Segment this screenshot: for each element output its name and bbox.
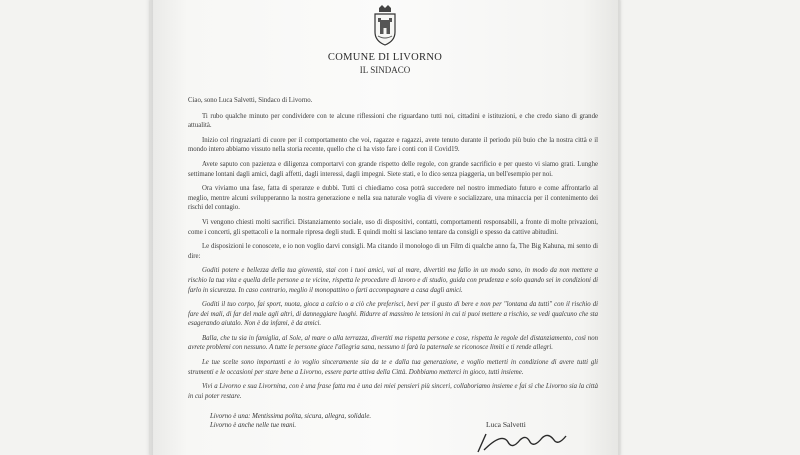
paragraph: Avete saputo con pazienza e diligenza comportarvi con grande rispetto delle regole, con grande sacrificio e per questo vi siamo grati. Lunghe settimane lontani dagli amici, dagli affetti, dagli interessi, dagli impegni. Siete stati, e lo dico senza piaggeria, un bell'esempio per noi. xyxy=(188,160,598,178)
handwritten-signature xyxy=(472,428,572,455)
city-name: COMUNE DI LIVORNO xyxy=(327,52,443,63)
letterhead xyxy=(150,4,620,75)
paragraph: Inizio col ringraziarti di cuore per il comportamento che voi, ragazze e ragazzi, avete tenuto durante il periodo più buio che la nostra città e il mondo intero abbiamo vissuto nella storia recente, quello che ci ha visto fare i conti con il Covid19. xyxy=(188,136,598,154)
closing xyxy=(210,412,440,430)
paragraph: Ora viviamo una fase, fatta di speranze e dubbi. Tutti ci chiediamo cosa potrà succedere nel nostro immediato futuro e come affrontarlo al meglio, mentre alcuni svilupperanno la nostra generazione e nella sua naturale voglia di vivere e socializzare, una minaccia per il contenimento dei rischi del contagio. xyxy=(188,185,598,212)
paragraph: Vi vengono chiesti molti sacrifici. Distanziamento sociale, uso di dispositivi, contatti, comportamenti responsabili, a fronte di molte privazioni, come i concerti, gli spettacoli e la normale ripresa degli studi. E quindi molti si lasciano tentare da consigli e spesso da cattive abitudini. xyxy=(188,218,598,236)
salutation: Ciao, sono Luca Salvetti, Sindaco di Livorno. xyxy=(188,97,313,104)
letter-body xyxy=(188,96,598,406)
paragraph: Balla, che tu sia in famiglia, al Sole, al mare o alla terrazza, divertiti ma rispetta persone e cose, rispetta le regole del distanziamento, così non avrete problemi con nessuno. A tutte le persone giace l'allegria sana, nessuno ti farà la paternale se riconosce limiti e ti rende allegri. xyxy=(188,334,598,352)
paragraph: Le disposizioni le conoscete, e io non voglio darvi consigli. Ma citando il monologo di un Film di qualche anno fa, The Big Kahuna, mi sento di dire: xyxy=(188,243,598,260)
page-edge-shadow xyxy=(618,0,624,455)
paragraph: Ti rubo qualche minuto per condividere con te alcune riflessioni che riguardano tutti noi, cittadini e istituzioni, e che credo siano di grande attualità. xyxy=(188,112,598,130)
paragraph: Vivi a Livorno e sua Livornina, con è una frase fatta ma è una dei miei pensieri più sinceri, collaboriamo insieme e fai sì che Livorno sia la città in cui poter restare. xyxy=(188,383,598,400)
office-title: IL SINDACO xyxy=(359,65,411,75)
closing-line: Livorno è una: Mentissima polita, sicura, allegra, solidale. xyxy=(210,413,372,420)
paragraph: Goditi il tuo corpo, fai sport, nuota, gioca a calcio o a ciò che preferisci, bevi per il gusto di bere e non per "lontana da tutti" con il rischio di fare dei mali, di far del male agli altri, di danneggiare luoghi. Ridurre al massimo le tensioni in cui ti puoi mettere a rischio, se vedi qualcuno che sta esagerando aiutalo. Non è da infami, è da amici. xyxy=(188,301,598,328)
page-edge-shadow xyxy=(145,0,153,455)
signer-name: Luca Salvetti xyxy=(486,420,526,429)
closing-line: Livorno è anche nelle tue mani. xyxy=(210,422,297,429)
paragraph: Le tue scelte sono importanti e io voglio sinceramente sia da te e dalla tua generazione, e voglio metterti in condizione di avere tutti gli strumenti e le occasioni per stare bene a Livorno, essere parte attiva della Città. Dobbiamo metterci in gioco, tutti insieme. xyxy=(188,359,598,376)
letter-sheet xyxy=(150,0,620,455)
city-crest-icon xyxy=(370,4,400,46)
paragraph: Goditi potere e bellezza della tua gioventù, stai con i tuoi amici, vai al mare, divertiti ma fallo in un modo sano, in modo da non mettere a rischio la tua vita e quella delle persone a te vicine, rispetta le procedure di lavoro e di studio, guida con prudenza e solo quando sei in condizioni di farlo in sicurezza. In caso contrario, meglio il monopattino o farti accompagnare a casa dagli amici. xyxy=(188,267,598,294)
